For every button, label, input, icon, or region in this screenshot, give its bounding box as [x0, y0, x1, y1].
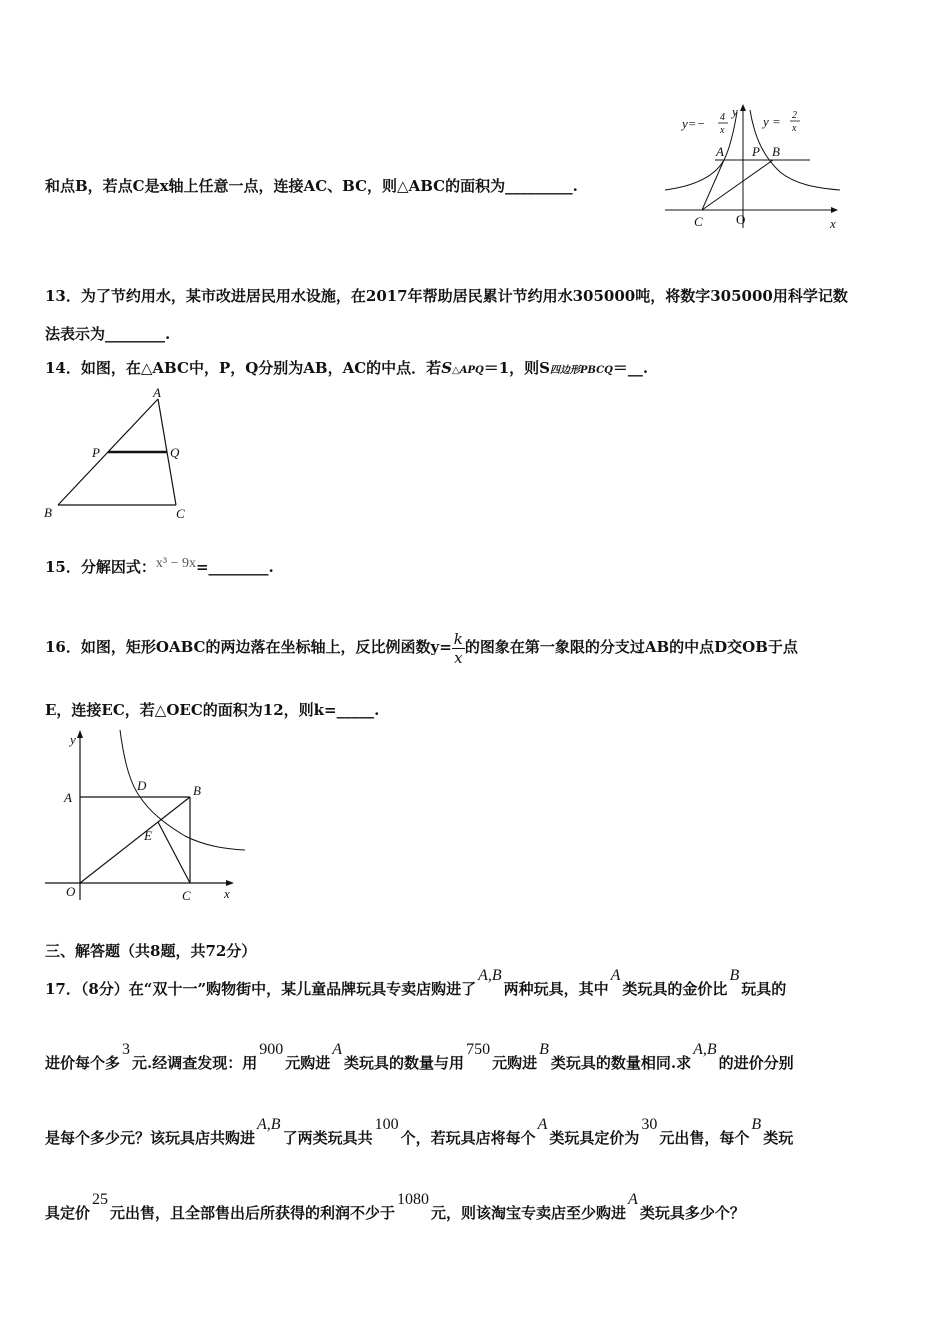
q16-pre: 16．如图，矩形OABC的两边落在坐标轴上，反比例函数y=: [45, 638, 452, 656]
q12-label-p: P: [752, 144, 760, 159]
q14-label-p: P: [92, 445, 100, 460]
q15-label: 15．分解因式：: [45, 558, 156, 576]
q17-l2f: 类玩具的数量相同.求: [550, 1054, 692, 1072]
q17-l2d: 类玩具的数量与用: [344, 1054, 465, 1072]
q14-figure: [40, 385, 200, 525]
q17-n750: 750: [466, 1041, 491, 1058]
q12-y-label: y: [732, 104, 738, 119]
q15-line: [45, 557, 274, 579]
q17-l2g: 的进价分别: [718, 1054, 794, 1072]
q17-n1080: 1080: [397, 1191, 430, 1208]
q17-a-4: A: [628, 1191, 638, 1208]
q16-label-a: A: [64, 790, 72, 805]
q17-l3d: 类玩具定价为: [549, 1129, 640, 1147]
q17-n900: 900: [259, 1041, 284, 1058]
q17-l4a: 具定价: [45, 1204, 91, 1222]
q17-l2b: 元.经调查发现：用: [132, 1054, 258, 1072]
q14-label-c: C: [176, 506, 185, 521]
q17-n100: 100: [374, 1116, 399, 1133]
q17-l4c: 元，则该淘宝专卖店至少购进: [431, 1204, 627, 1222]
q17-l3b: 了两类玩具共: [282, 1129, 373, 1147]
q12-y-arrow: [740, 104, 746, 111]
q16-line2: E，连接EC，若△OEC的面积为12，则k=_____.: [45, 701, 380, 719]
q17-ab-2: A,B: [693, 1041, 717, 1058]
q16-frac-den: x: [454, 648, 463, 667]
q17-l2a: 进价每个多: [45, 1054, 121, 1072]
q14-label-b: B: [44, 505, 52, 520]
q16-edge-ec: [158, 822, 190, 883]
q12-label-x: x: [830, 216, 836, 231]
q16-label-x: x: [224, 886, 230, 901]
q17-l1a: 17．（8分）在“双十一”购物街中，某儿童品牌玩具专卖店购进了: [45, 980, 477, 998]
q17-l3c: 个，若玩具店将每个: [400, 1129, 536, 1147]
q12-label-a: A: [716, 144, 724, 159]
q17-ab-1: A,B: [478, 967, 502, 984]
q17-l3e: 元出售，每个: [659, 1129, 750, 1147]
svg-text:x: x: [720, 125, 725, 136]
q14-s1-sub: △APQ: [452, 365, 484, 376]
q17-l1c: 类玩具的金价比: [622, 980, 728, 998]
q12-label-o: O: [736, 212, 746, 227]
q17-b-2: B: [539, 1041, 549, 1058]
q16-y-arrow: [77, 730, 83, 738]
q17-l4b: 元出售，且全部售出后所获得的利润不少于: [110, 1204, 396, 1222]
q12-x-arrow: [831, 207, 838, 213]
q17-b-3: B: [751, 1116, 762, 1133]
q17-l1d: 玩具的: [741, 980, 787, 998]
q16-label-b: B: [193, 783, 201, 798]
svg-text:4: 4: [720, 112, 725, 123]
q16-fraction: [452, 630, 465, 667]
q14-mid: ＝1，则: [483, 359, 540, 377]
q14-label-a: A: [153, 385, 161, 400]
q17-a-2: A: [332, 1041, 343, 1058]
q12-line: 和点B，若点C是x轴上任意一点，连接AC、BC，则△ABC的面积为_________.: [45, 177, 578, 195]
q13-line1: 13．为了节约用水，某市改进居民用水设施，在2017年帮助居民累计节约用水305000吨，将数字305000用科学记数: [45, 287, 848, 305]
q17-line3: [45, 1116, 794, 1149]
q17-b-1: B: [729, 967, 740, 984]
q12-label-b: B: [772, 144, 780, 159]
svg-text:y=−: y=−: [682, 116, 706, 131]
q17-line4: [45, 1191, 745, 1224]
q16-frac-num: k: [453, 629, 463, 648]
q15-post: =________.: [195, 558, 274, 576]
q16-label-y: y: [70, 732, 76, 747]
q17-n3: 3: [122, 1041, 131, 1058]
q12-figure: [660, 100, 850, 235]
q16-label-c: C: [182, 888, 191, 903]
q14-s1: S: [441, 359, 453, 377]
q12-eq-left: [680, 112, 728, 136]
q14-label-q: Q: [170, 445, 180, 460]
q17-l3a: 是每个多少元？该玩具店共购进: [45, 1129, 256, 1147]
q15-expr: x³ − 9x: [155, 556, 196, 571]
q16-edge-ob: [80, 797, 190, 883]
q17-a-3: A: [537, 1116, 548, 1133]
q17-l3f: 类玩: [763, 1129, 794, 1147]
q17-n30: 30: [641, 1116, 658, 1133]
q14-s2: S: [539, 359, 550, 377]
q14-pre: 14．如图，在△ABC中，P，Q分别为AB，AC的中点．若: [45, 359, 442, 377]
svg-text:2: 2: [792, 110, 797, 121]
q14-post: ＝__.: [612, 359, 649, 377]
q16-line1: [45, 622, 798, 672]
q12-eq-right: [761, 110, 800, 134]
q14-line: [45, 358, 648, 381]
q12-label-c: C: [694, 214, 703, 229]
q17-ab-3: A,B: [257, 1116, 281, 1133]
q16-label-e: E: [144, 828, 152, 843]
svg-text:y =: y =: [763, 114, 781, 129]
q16-label-o: O: [66, 884, 76, 899]
q17-line2: [45, 1041, 794, 1074]
q17-l4d: 类玩具多少个？: [639, 1204, 745, 1222]
q17-l1b: 两种玩具，其中: [503, 980, 609, 998]
q17-a-1: A: [610, 967, 621, 984]
q17-l2e: 元购进: [492, 1054, 538, 1072]
q17-n25: 25: [92, 1191, 109, 1208]
section-3-heading: 三、解答题（共8题，共72分）: [45, 942, 257, 960]
q17-line1: [45, 967, 787, 1000]
q16-figure: [40, 728, 250, 908]
q16-label-d: D: [137, 778, 147, 793]
q17-l2c: 元购进: [285, 1054, 331, 1072]
q16-post: 的图象在第一象限的分支过AB的中点D交OB于点: [464, 638, 798, 656]
svg-text:x: x: [792, 123, 797, 134]
q14-s2-sub: 四边形PBCQ: [550, 365, 613, 376]
q13-line2: 法表示为________.: [45, 325, 171, 343]
